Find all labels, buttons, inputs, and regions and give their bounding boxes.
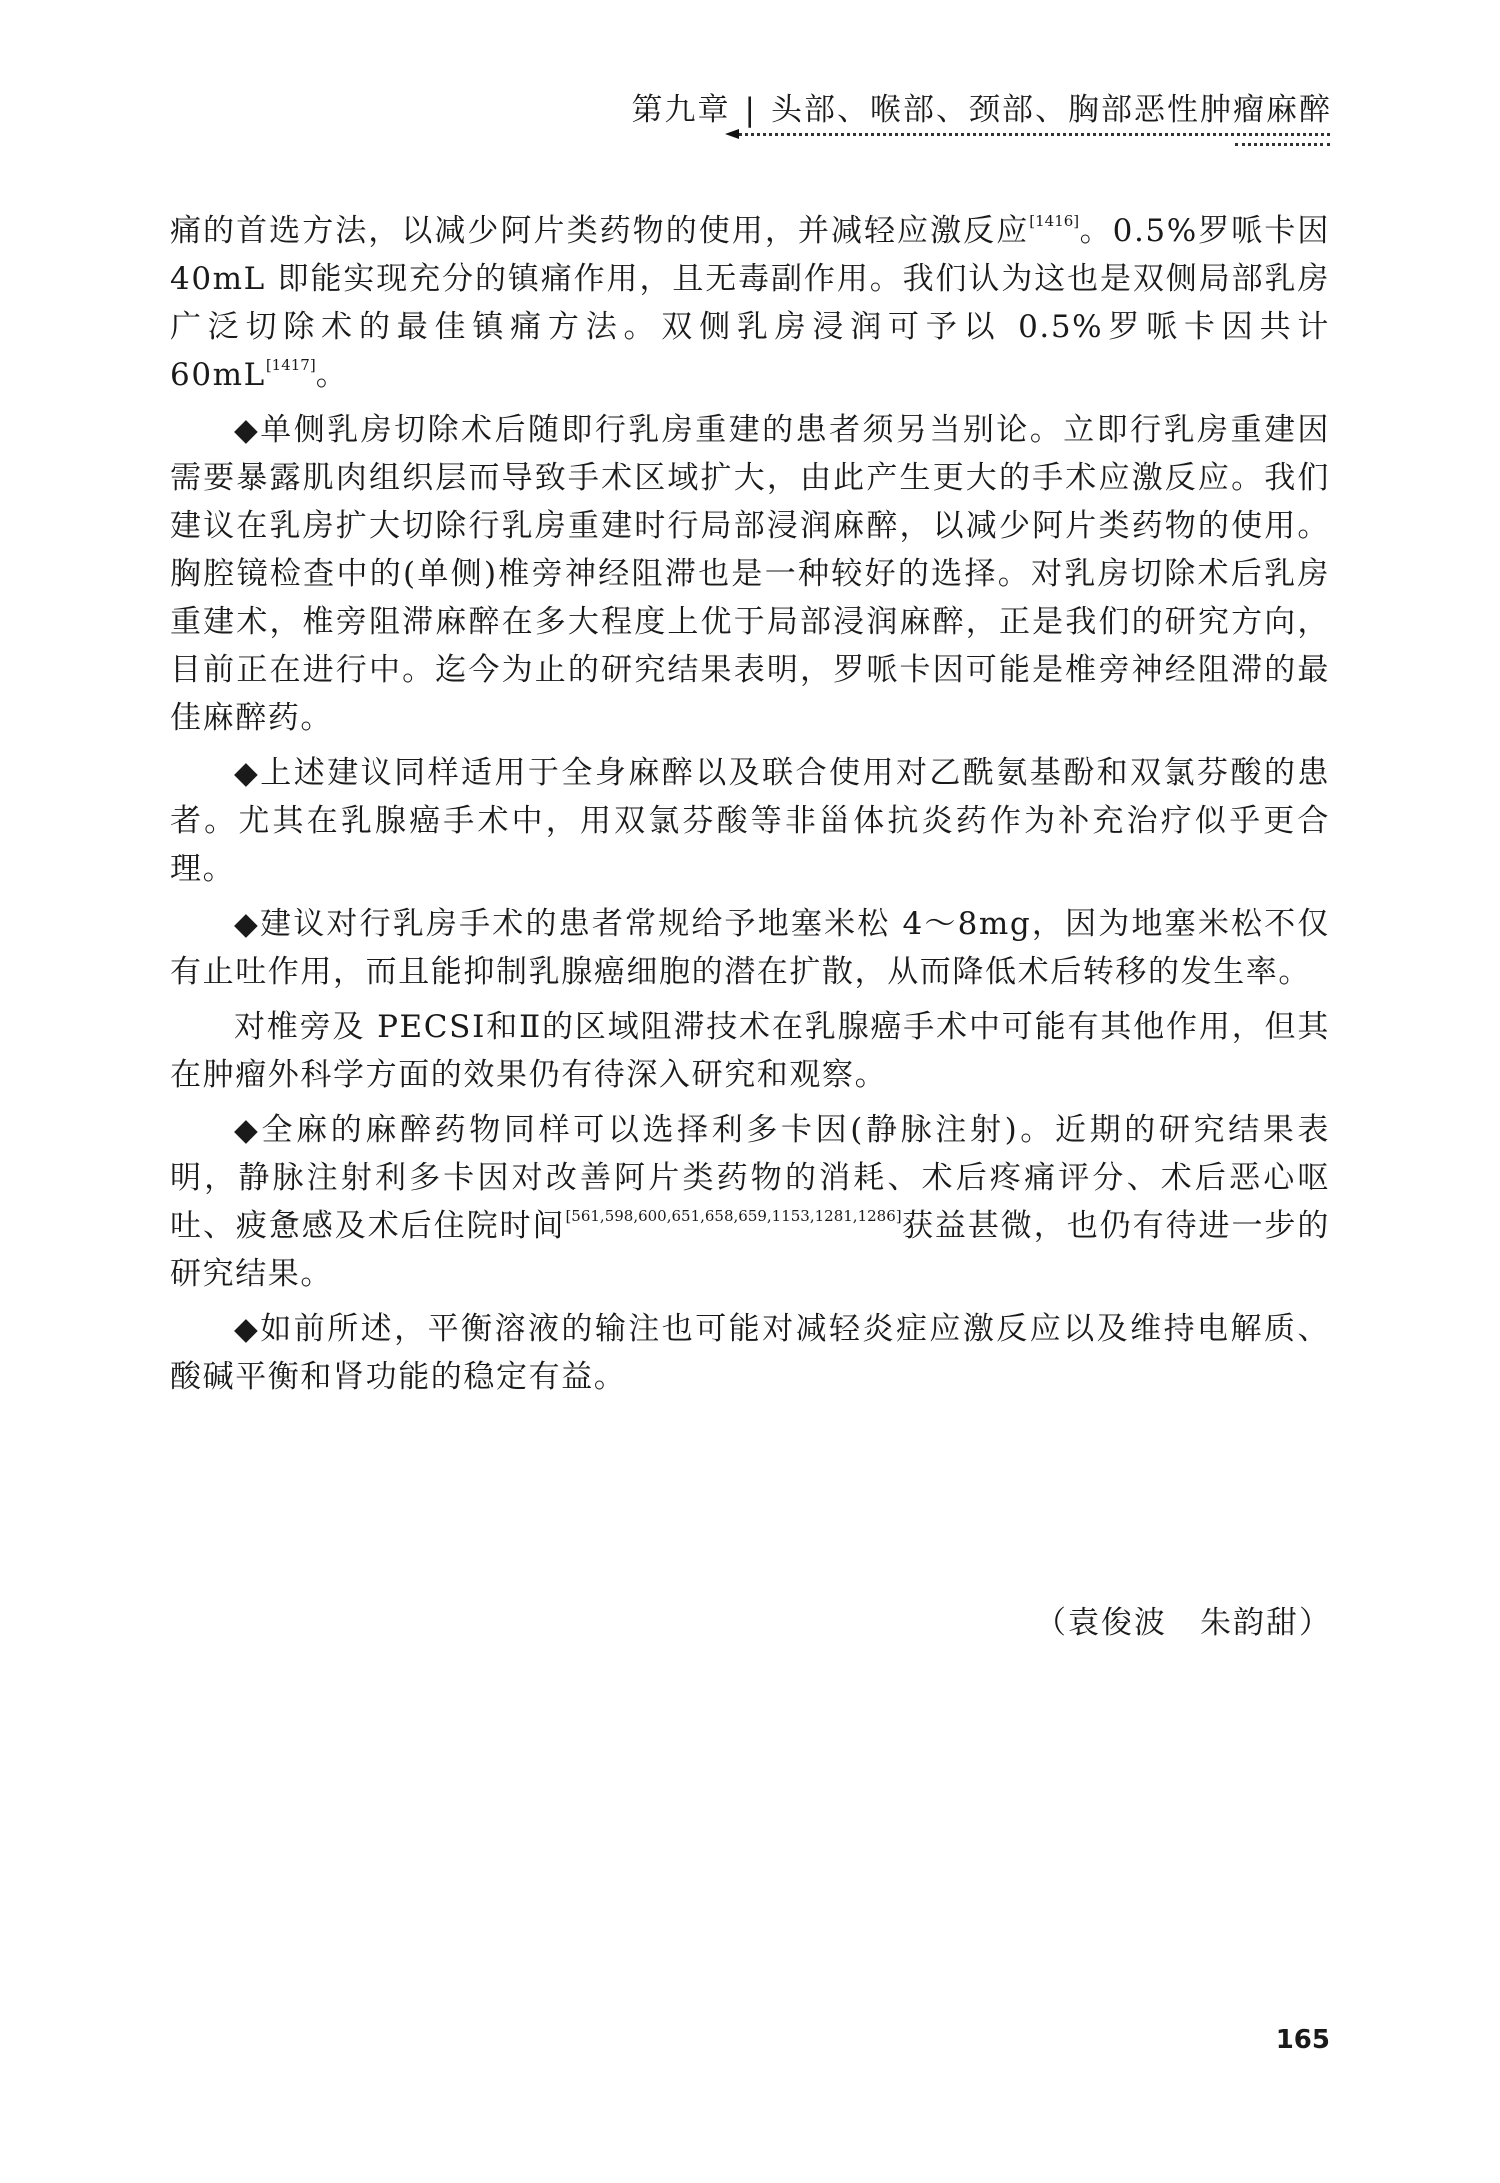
paragraph-text: 对椎旁及 PECSⅠ和Ⅱ的区域阻滞技术在乳腺癌手术中可能有其他作用，但其在肿瘤外科学方面的效果仍有待深入研究和观察。 [170, 1009, 1330, 1093]
page-number: 165 [1275, 2025, 1330, 2055]
paragraph-text: ◆全麻的麻醉药物同样可以选择利多卡因(静脉注射)。近期的研究结果表明，静脉注射利多卡因对改善阿片类药物的消耗、术后疼痛评分、术后恶心呕吐、疲惫感及术后住院时间 [170, 1112, 1330, 1244]
paragraph [170, 1106, 1330, 1298]
paragraph [170, 1003, 1330, 1099]
paragraph-text: 。 [315, 357, 349, 393]
paragraph-text: ◆单侧乳房切除术后随即行乳房重建的患者须另当别论。立即行乳房重建因需要暴露肌肉组织层而导致手术区域扩大，由此产生更大的手术应激反应。我们建议在乳房扩大切除行乳房重建时行局部浸润麻醉，以减少阿片类药物的使用。胸腔镜检查中的(单侧)椎旁神经阻滞也是一种较好的选择。对乳房切除术后乳房重建术，椎旁阻滞麻醉在多大程度上优于局部浸润麻醉，正是我们的研究方向，目前正在进行中。迄今为止的研究结果表明，罗哌卡因可能是椎旁神经阻滞的最佳麻醉药。 [170, 412, 1330, 736]
paragraph [170, 1305, 1330, 1401]
paragraph-text: 。0.5%罗哌卡因 40mL 即能实现充分的镇痛作用，且无毒副作用。我们认为这也是双侧局部乳房广泛切除术的最佳镇痛方法。双侧乳房浸润可予以 0.5%罗哌卡因共计 60mL [170, 213, 1331, 393]
paragraph-text: ◆建议对行乳房手术的患者常规给予地塞米松 4～8mg，因为地塞米松不仅有止吐作用，而且能抑制乳腺癌细胞的潜在扩散，从而降低术后转移的发生率。 [170, 906, 1330, 990]
chapter-title: 头部、喉部、颈部、胸部恶性肿瘤麻醉 [771, 92, 1332, 128]
citation-reference: [561,598,600,651,658,659,1153,1281,1286] [565, 1207, 902, 1225]
paragraph [170, 207, 1330, 399]
body-text [170, 207, 1330, 1408]
running-header [632, 84, 1332, 129]
paragraph-text: 痛的首选方法，以减少阿片类药物的使用，并减轻应激反应 [170, 213, 1030, 249]
header-dotted-rule [733, 133, 1330, 136]
chapter-label: 第九章 [631, 92, 731, 128]
paragraph-text: ◆如前所述，平衡溶液的输注也可能对减轻炎症应激反应以及维持电解质、酸碱平衡和肾功能的稳定有益。 [170, 1311, 1330, 1395]
header-dotted-rule-secondary [1235, 143, 1330, 146]
citation-reference: [1417] [265, 356, 316, 374]
paragraph [170, 900, 1330, 996]
paragraph [170, 749, 1330, 893]
header-separator: | [744, 92, 757, 128]
author-credit: （袁俊波 朱韵甜） [1035, 1605, 1332, 1641]
paragraph-text: 获益甚微，也仍有待进一步的研究结果。 [170, 1208, 1330, 1292]
citation-reference: [1416] [1029, 212, 1080, 230]
paragraph [170, 406, 1330, 742]
paragraph-text: ◆上述建议同样适用于全身麻醉以及联合使用对乙酰氨基酚和双氯芬酸的患者。尤其在乳腺癌手术中，用双氯芬酸等非甾体抗炎药作为补充治疗似乎更合理。 [170, 755, 1330, 887]
